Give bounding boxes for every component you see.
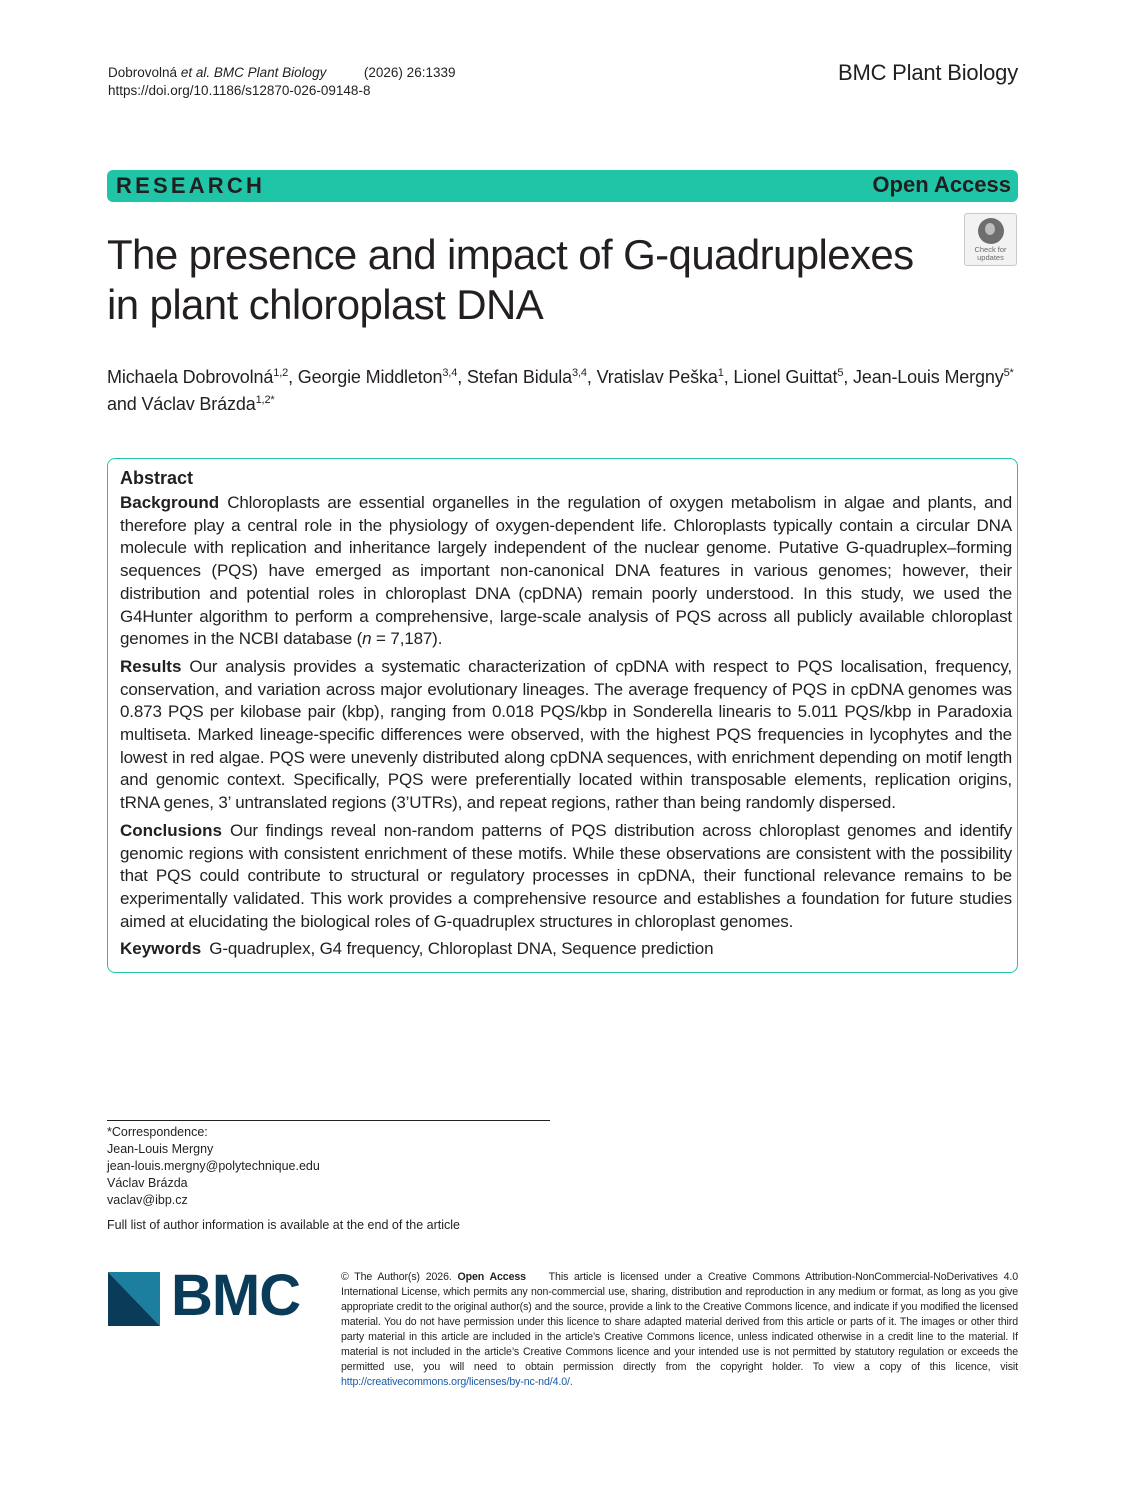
correspondence-block xyxy=(107,1124,320,1209)
bmc-logo[interactable] xyxy=(108,1263,313,1328)
conclusions-label: Conclusions xyxy=(120,820,223,840)
author-list: Michaela Dobrovolná$^{1,2}$, Georgie Middleton$^{3,4}$, Stefan Bidula$^{3,4}$, Vratislav Peška$^1$, Lionel Guittat$^5$, Jean-Louis Mergny$^{5*}$ and Václav Brázda$^{1,2*}$ xyxy=(107,367,1014,414)
correspondence-email[interactable]: vaclav@ibp.cz xyxy=(107,1193,188,1207)
check-for-updates-badge[interactable] xyxy=(964,213,1017,266)
authors-and: and xyxy=(107,394,137,414)
correspondence-name: Jean-Louis Mergny xyxy=(107,1142,214,1156)
author-affiliation: 3,4 xyxy=(572,367,587,379)
article-title xyxy=(107,230,937,330)
results-text: Our analysis provides a systematic characterization of cpDNA with respect to PQS localisation, frequency, conservation, and variation across major evolutionary lineages. The average frequency of PQS in cpDNA genomes was 0.873 PQS per kilobase pair (kbp), ranging from 0.018 PQS/kbp in Sonderella linearis to 5.011 PQS/kbp in Paradoxia multiseta. Marked lineage-specific differences were observed, with the highest PQS frequencies in lycophytes and the lowest in red algae. PQS were unevenly distributed along cpDNA sequences, with enrichment depending on motif length and genomic context. Specifically, PQS were preferentially located within transposable elements, replication origins, tRNA genes, 3’ untranslated regions (3’UTRs), and repeat regions, rather than being randomly dispersed. xyxy=(120,656,1012,813)
results-label: Results xyxy=(120,656,182,676)
citation-author: Dobrovolná xyxy=(108,65,178,80)
licence-text xyxy=(341,1270,1018,1390)
keywords-text: G-quadruplex, G4 frequency, Chloroplast DNA, Sequence prediction xyxy=(209,939,714,959)
abstract-background xyxy=(120,492,1012,651)
author-name: Vratislav Peška xyxy=(596,367,718,387)
conclusions-text: Our findings reveal non-random patterns of PQS distribution across chloroplast genomes and identify genomic regions with consistent enrichment of these motifs. While these observations are consistent with the possibility that PQS could contribute to structural or regulatory processes in cpDNA, their functional relevance remains to be experimentally validated. This work provides a comprehensive resource and establishes a foundation for future studies aimed at elucidating the biological roles of G-quadruplex structures in chloroplast genomes. xyxy=(120,820,1012,931)
author-name: Jean-Louis Mergny xyxy=(853,367,1004,387)
author-name: Michaela Dobrovolná xyxy=(107,367,274,387)
bmc-logo-wordmark: BMC xyxy=(171,1263,301,1328)
bmc-logo-mark-icon xyxy=(108,1272,160,1326)
citation-year-volume: (2026) 26:1339 xyxy=(363,65,456,80)
author-info-note: Full list of author information is available at the end of the article xyxy=(107,1218,460,1232)
licence-copyright: © The Author(s) 2026. xyxy=(341,1271,452,1283)
doi-link[interactable]: https://doi.org/10.1186/s12870-026-09148-8 xyxy=(108,83,371,98)
author-name: Stefan Bidula xyxy=(466,367,573,387)
article-type-label: RESEARCH xyxy=(116,173,266,198)
background-n: n xyxy=(362,629,372,649)
author-name: Georgie Middleton xyxy=(297,367,443,387)
author-affiliation: 1,2 xyxy=(273,367,289,379)
author-name: Václav Brázda xyxy=(141,394,256,414)
check-updates-text: Check for updates xyxy=(974,245,1007,262)
abstract-results xyxy=(120,656,1012,815)
journal-name: BMC Plant Biology xyxy=(837,60,1018,85)
title-line-1: The presence and impact of G-quadruplexes xyxy=(107,231,914,278)
open-access-label: Open Access xyxy=(872,172,1011,197)
abstract-conclusions xyxy=(120,820,1012,934)
correspondence-email[interactable]: jean-louis.mergny@polytechnique.edu xyxy=(107,1159,320,1173)
author-affiliation: 5 xyxy=(837,367,844,379)
check-updates-icon xyxy=(978,218,1004,244)
licence-link[interactable]: http://creativecommons.org/licenses/by-nc-nd/4.0/. xyxy=(341,1376,573,1388)
background-text: Chloroplasts are essential organelles in the regulation of oxygen metabolism in algae and plants, and therefore play a central role in the physiology of oxygen-dependent life. Chloroplasts typically contain a circular DNA molecule with replication and inheritance largely independent of the nuclear genome. Putative G-quadruplex–forming sequences (PQS) have emerged as important non-canonical DNA features in various genomes; however, their distribution and potential roles in chloroplast DNA (cpDNA) remain poorly understood. In this study, we used the G4Hunter algorithm to perform a comprehensive, large-scale analysis of PQS across all publicly available chloroplast genomes in the NCBI database ( xyxy=(120,493,1012,649)
citation-header xyxy=(108,64,455,100)
citation-line xyxy=(108,64,455,82)
abstract-keywords xyxy=(120,938,1012,961)
footnote-rule xyxy=(107,1120,550,1121)
background-end: = 7,187). xyxy=(371,629,443,649)
author-affiliation: 5* xyxy=(1003,367,1014,379)
licence-body: This article is licensed under a Creative Commons Attribution-NonCommercial-NoDerivatives 4.0 International License, which permits any non-commercial use, sharing, distribution and reproduction in any medium or format, as long as you give appropriate credit to the original author(s) and the source, provide a link to the Creative Commons licence, and indicate if you modified the licensed material. You do not have permission under this licence to share adapted material derived from this article or parts of it. The images or other third party material in this article are included in the article’s Creative Commons licence, unless indicated otherwise in a credit line to the material. If material is not included in the article’s Creative Commons licence and your intended use is not permitted by statutory regulation or exceeds the permitted use, you will need to obtain permission directly from the copyright holder. To view a copy of this licence, visit xyxy=(341,1271,1018,1373)
article-type-banner xyxy=(107,170,1018,202)
citation-journal: et al. BMC Plant Biology xyxy=(180,65,327,80)
abstract-box xyxy=(107,458,1018,973)
correspondence-name: Václav Brázda xyxy=(107,1176,188,1190)
correspondence-label: *Correspondence: xyxy=(107,1125,208,1139)
author-affiliation: 1 xyxy=(717,367,724,379)
background-label: Background xyxy=(120,493,220,512)
licence-open-access: Open Access xyxy=(457,1271,526,1283)
keywords-label: Keywords xyxy=(120,939,202,959)
author-affiliation: 3,4 xyxy=(442,367,458,379)
title-line-2: in plant chloroplast DNA xyxy=(107,281,544,328)
author-affiliation: 1,2* xyxy=(255,394,275,406)
abstract-heading: Abstract xyxy=(120,468,194,488)
author-name: Lionel Guittat xyxy=(733,367,838,387)
